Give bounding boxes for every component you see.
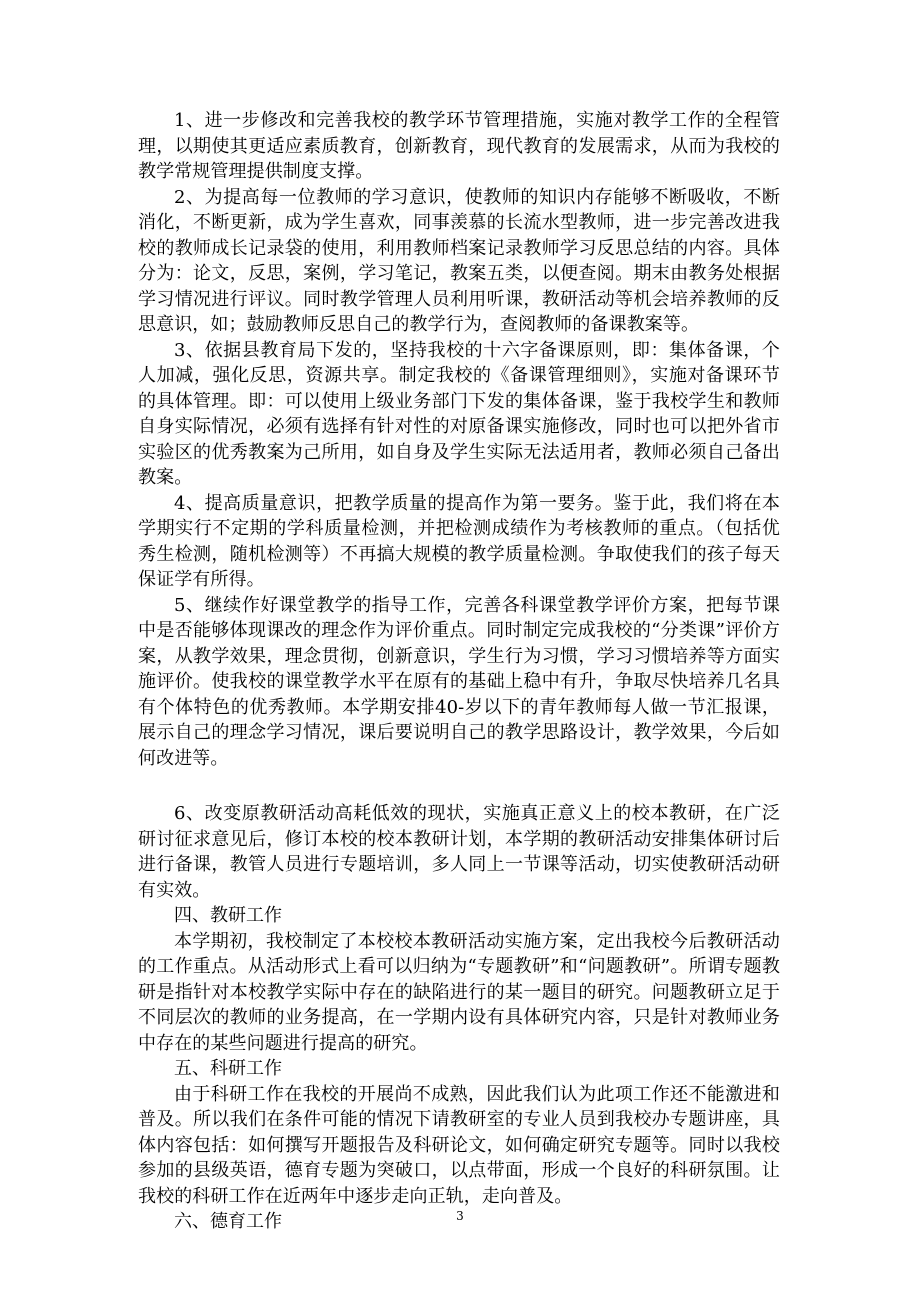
paragraph-5: 5、继续作好课堂教学的指导工作，完善各科课堂教学评价方案，把每节课中是否能够体现课改的理念作为评价重点。同时制定完成我校的“分类课”评价方案，从教学效果，理念贯彻，创新意识，学生行为习惯，学习习惯培养等方面实施评价。使我校的课堂教学水平在原有的基础上稳中有升，争取尽快培养几名具有个体特色的优秀教师。本学期安排40-岁以下的青年教师每人做一节汇报课，展示自己的理念学习情况，课后要说明自己的教学思路设计，教学效果，今后如何改进等。: [138, 594, 780, 769]
paragraph-gap: [138, 771, 780, 801]
paragraph-scientific-research: 由于科研工作在我校的开展尚不成熟，因此我们认为此项工作还不能激进和普及。所以我们在条件可能的情况下请教研室的专业人员到我校办专题讲座，具体内容包括：如何撰写开题报告及科研论文，如何确定研究专题等。同时以我校参加的县级英语，德育专题为突破口，以点带面，形成一个良好的科研氛围。让我校的科研工作在近两年中逐步走向正轨，走向普及。: [138, 1083, 780, 1207]
paragraph-teaching-research: 本学期初，我校制定了本校校本教研活动实施方案，定出我校今后教研活动的工作重点。从活动形式上看可以归纳为“专题教研”和“问题教研”。所谓专题教研是指针对本校教学实际中存在的缺陷进行的某一题目的研究。问题教研立足于不同层次的教师的业务提高，在一学期内设有具体研究内容，只是针对教师业务中存在的某些问题进行提高的研究。: [138, 930, 780, 1054]
heading-teaching-research: 四、教研工作: [174, 905, 282, 926]
heading-scientific-research: 五、科研工作: [174, 1058, 282, 1079]
document-body: [138, 108, 780, 1235]
heading-moral-education: 六、德育工作: [174, 1211, 282, 1232]
paragraph-6: 6、改变原教研活动高耗低效的现状，实施真正意义上的校本教研，在广泛研讨征求意见后，修订本校的校本教研计划，本学期的教研活动安排集体研讨后进行备课，教管人员进行专题培训，多人同上一节课等活动，切实使教研活动研有实效。: [138, 803, 780, 901]
paragraph-1: 1、进一步修改和完善我校的教学环节管理措施，实施对教学工作的全程管理，以期使其更适应素质教育，创新教育，现代教育的发展需求，从而为我校的教学常规管理提供制度支撑。: [138, 110, 780, 182]
paragraph-3: 3、依据县教育局下发的，坚持我校的十六字备课原则，即：集体备课，个人加减，强化反思，资源共享。制定我校的《备课管理细则》，实施对备课环节的具体管理。即：可以使用上级业务部门下发的集体备课，鉴于我校学生和教师自身实际情况，必须有选择有针对性的对原备课实施修改，同时也可以把外省市实验区的优秀教案为己所用，如自身及学生实际无法适用者，教师必须自己备出教案。: [138, 339, 780, 488]
paragraph-2: 2、为提高每一位教师的学习意识，使教师的知识内存能够不断吸收，不断消化，不断更新，成为学生喜欢，同事羡慕的长流水型教师，进一步完善改进我校的教师成长记录袋的使用，利用教师档案记录教师学习反思总结的内容。具体分为：论文，反思，案例，学习笔记，教案五类，以便查阅。期末由教务处根据学习情况进行评议。同时教学管理人员利用听课，教研活动等机会培养教师的反思意识，如；鼓励教师反思自己的教学行为，查阅教师的备课教案等。: [138, 186, 780, 335]
page-number: 3: [456, 1209, 464, 1223]
paragraph-4: 4、提高质量意识，把教学质量的提高作为第一要务。鉴于此，我们将在本学期实行不定期的学科质量检测，并把检测成绩作为考核教师的重点。（包括优秀生检测，随机检测等）不再搞大规模的教学质量检测。争取使我们的孩子每天保证学有所得。: [138, 492, 780, 590]
